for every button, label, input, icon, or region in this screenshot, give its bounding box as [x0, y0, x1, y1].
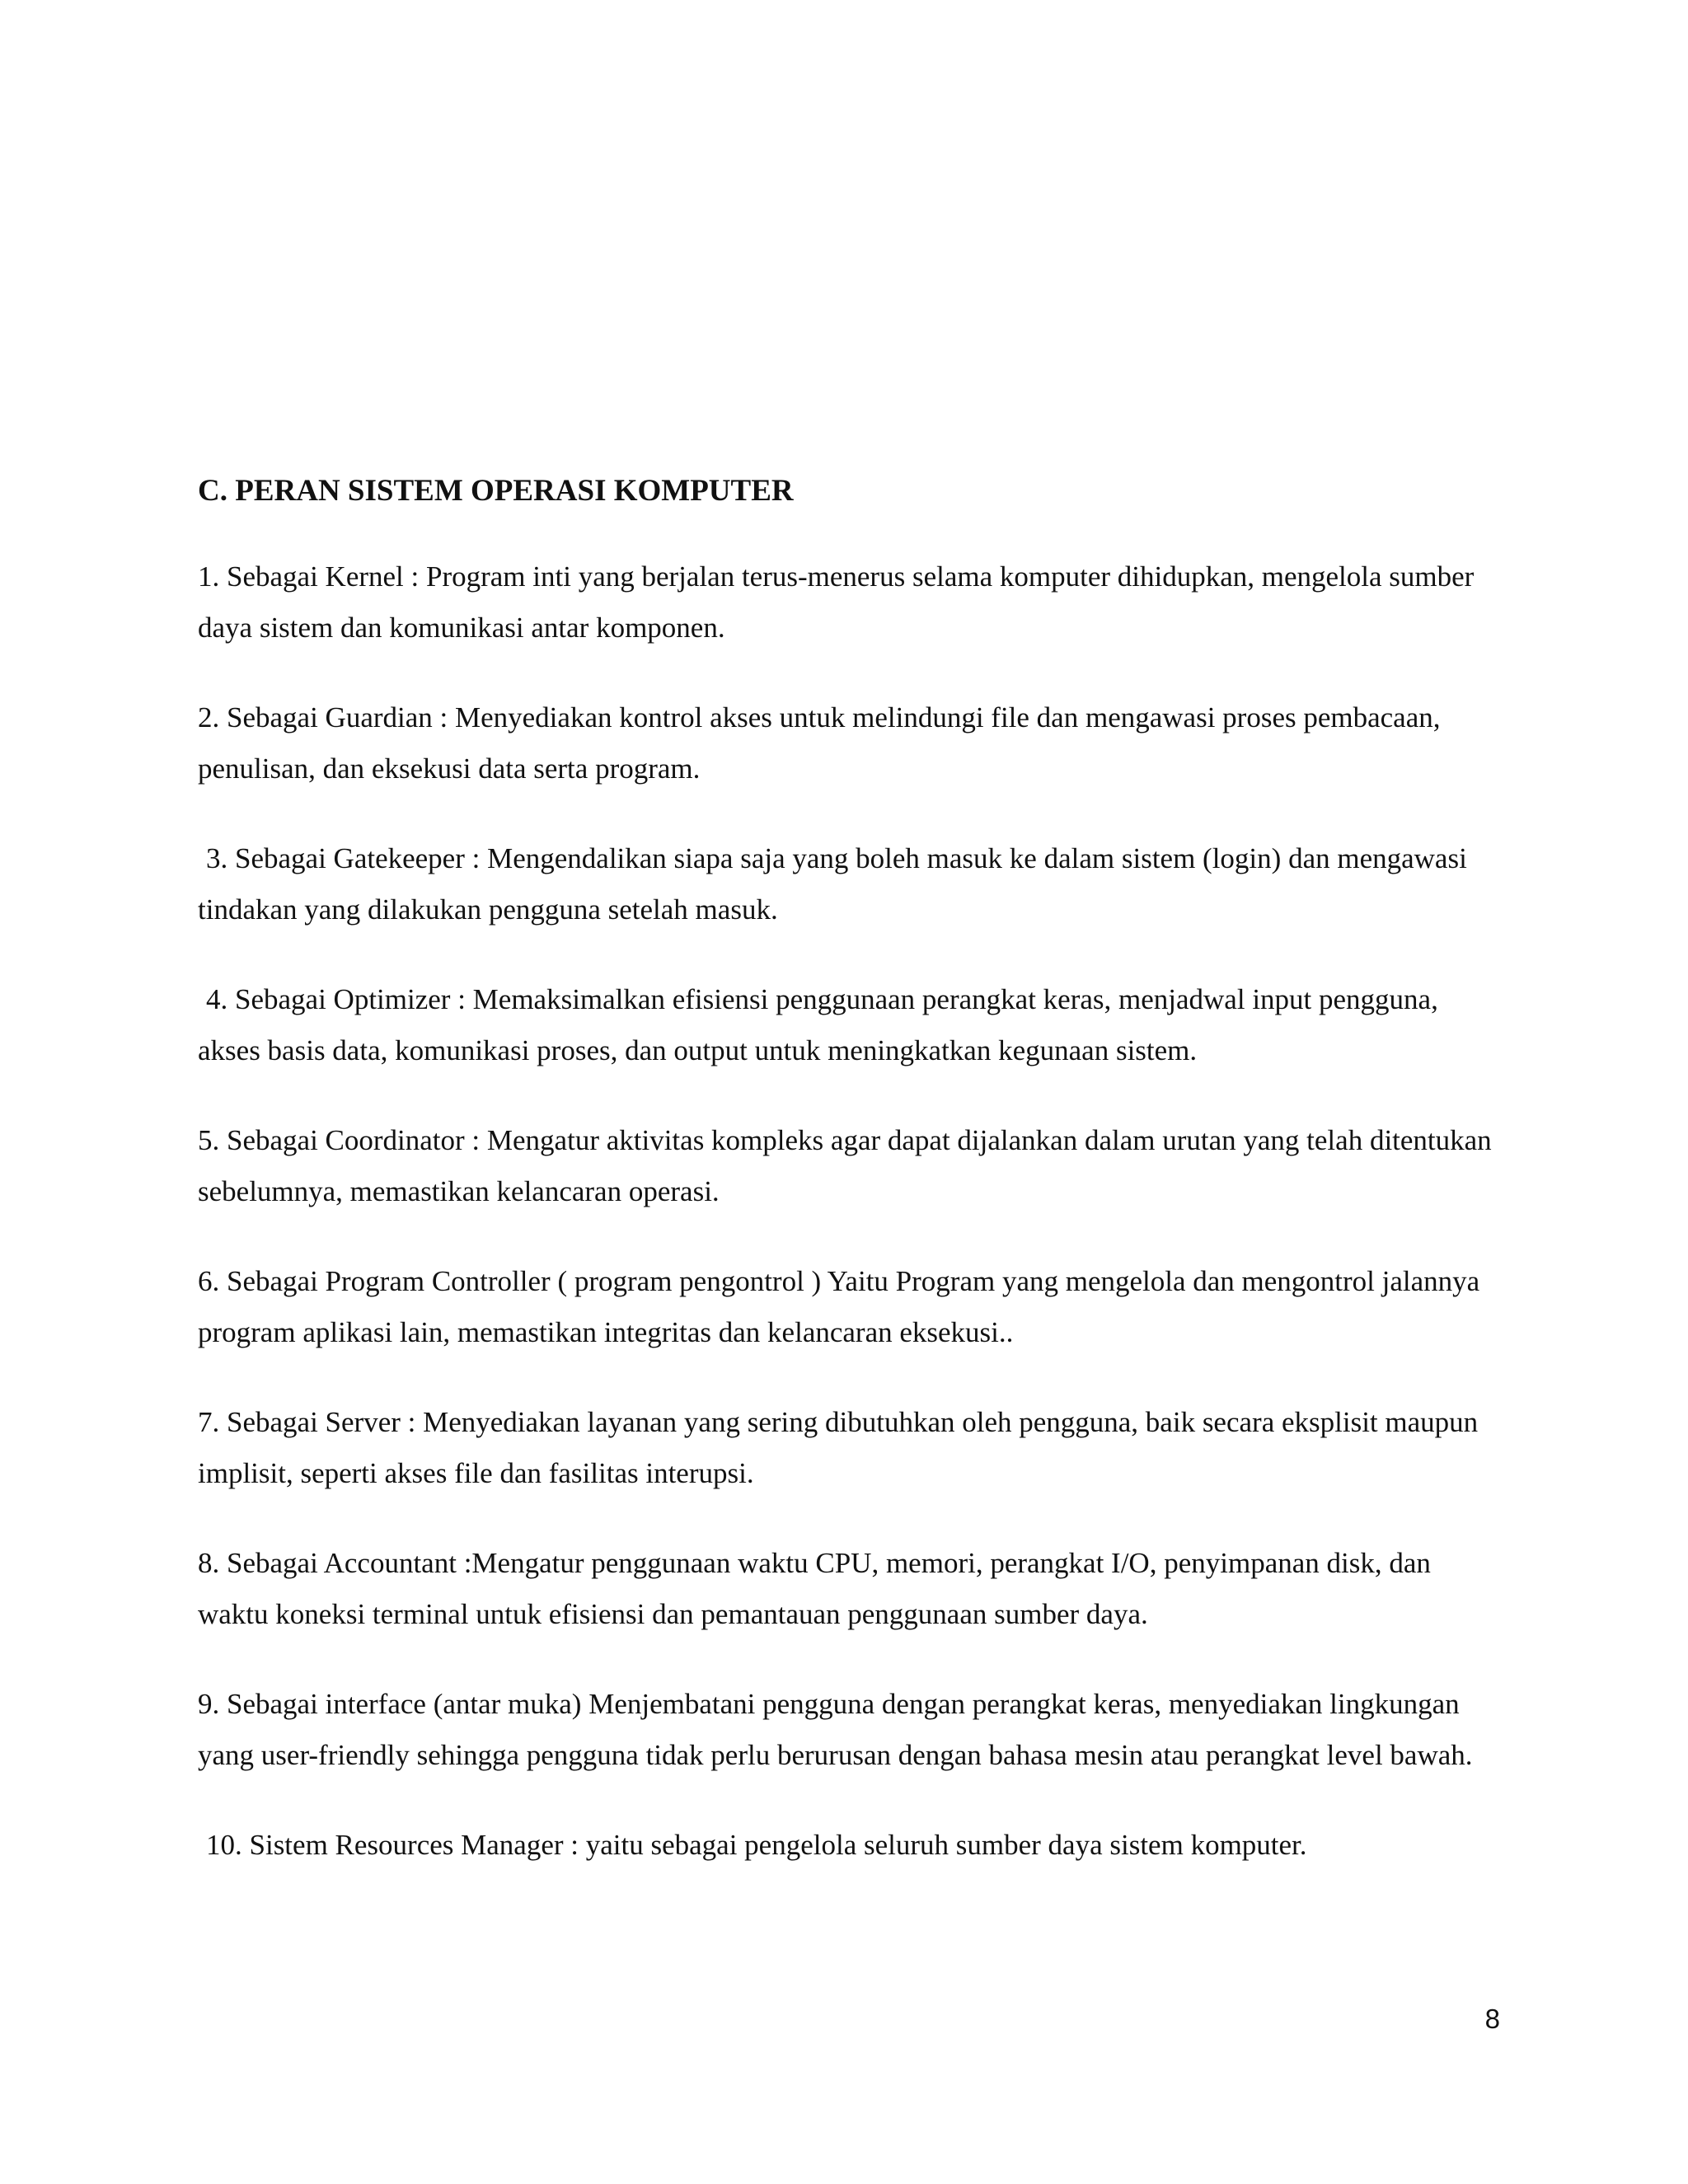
- section-heading: C. PERAN SISTEM OPERASI KOMPUTER: [198, 474, 794, 508]
- list-item-guardian: 2. Sebagai Guardian : Menyediakan kontrol akses untuk melindungi file dan mengawasi proses pembacaan, penulisan, dan eksekusi data serta program.: [198, 701, 1441, 785]
- list-item-resources-manager: 10. Sistem Resources Manager : yaitu sebagai pengelola seluruh sumber daya sistem komputer.: [206, 1829, 1307, 1861]
- list-item-optimizer: 4. Sebagai Optimizer : Memaksimalkan efisiensi penggunaan perangkat keras, menjadwal input pengguna, akses basis data, komunikasi proses, dan output untuk meningkatkan kegunaan sistem.: [198, 983, 1438, 1066]
- list-item-gatekeeper: 3. Sebagai Gatekeeper : Mengendalikan siapa saja yang boleh masuk ke dalam sistem (login) dan mengawasi tindakan yang dilakukan pengguna setelah masuk.: [198, 842, 1467, 926]
- document-body: [198, 466, 1492, 1910]
- list-item-accountant: 8. Sebagai Accountant :Mengatur penggunaan waktu CPU, memori, perangkat I/O, penyimpanan disk, dan waktu koneksi terminal untuk efisiensi dan pemantauan penggunaan sumber daya.: [198, 1547, 1431, 1630]
- list-item-kernel: 1. Sebagai Kernel : Program inti yang berjalan terus-menerus selama komputer dihidupkan, mengelola sumber daya sistem dan komunikasi antar komponen.: [198, 560, 1475, 644]
- list-item-server: 7. Sebagai Server : Menyediakan layanan yang sering dibutuhkan oleh pengguna, baik secara eksplisit maupun implisit, seperti akses file dan fasilitas interupsi.: [198, 1406, 1479, 1489]
- page-number: 8: [1484, 2004, 1500, 2034]
- list-item-coordinator: 5. Sebagai Coordinator : Mengatur aktivitas kompleks agar dapat dijalankan dalam urutan yang telah ditentukan sebelumnya, memastikan kelancaran operasi.: [198, 1124, 1492, 1207]
- list-item-interface: 9. Sebagai interface (antar muka) Menjembatani pengguna dengan perangkat keras, menyediakan lingkungan yang user-friendly sehingga pengguna tidak perlu berurusan dengan bahasa mesin atau perangkat level bawah.: [198, 1688, 1473, 1771]
- list-item-program-controller: 6. Sebagai Program Controller ( program pengontrol ) Yaitu Program yang mengelola dan mengontrol jalannya program aplikasi lain, memastikan integritas dan kelancaran eksekusi..: [198, 1265, 1480, 1348]
